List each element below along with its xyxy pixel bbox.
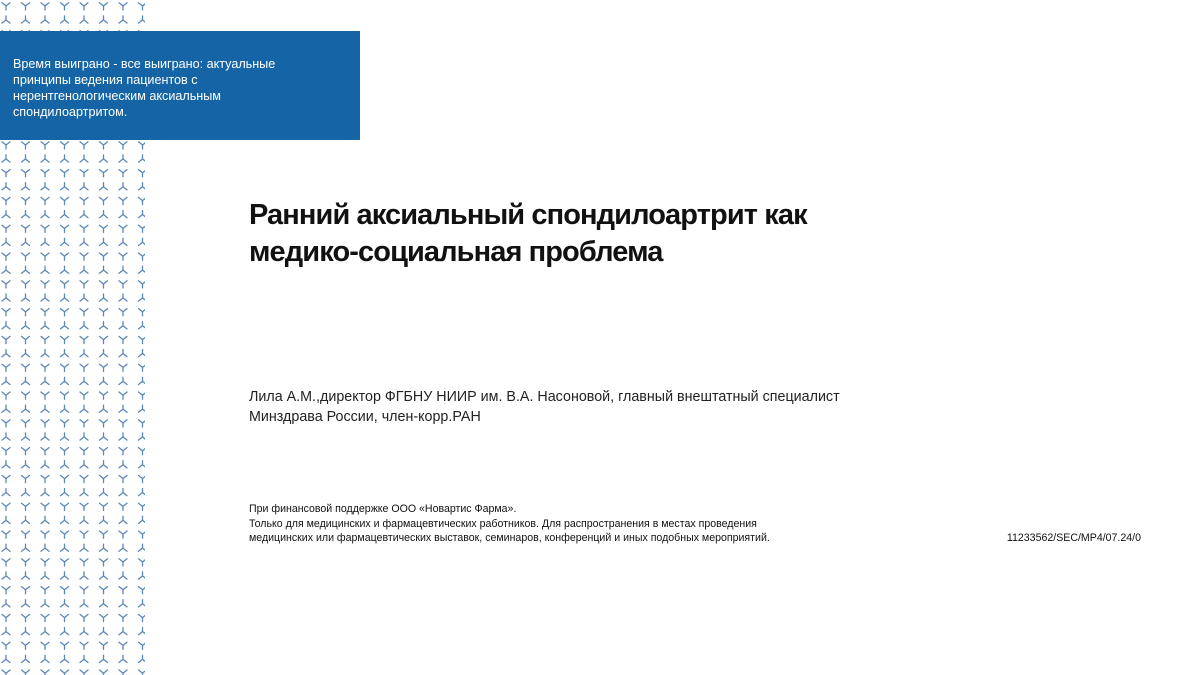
author-line-1: Лила А.М.,директор ФГБНУ НИИР им. В.А. Насоновой, главный внештатный специалист xyxy=(249,389,840,405)
disclaimer-line-2: Только для медицинских и фармацевтических работников. Для распространения в местах проведения xyxy=(249,517,757,530)
title-line-2: медико-социальная проблема xyxy=(249,236,663,268)
author-info xyxy=(249,387,949,427)
author-line-2: Минздрава России, член-корр.РАН xyxy=(249,409,481,425)
title-line-1: Ранний аксиальный спондилоартрит как xyxy=(249,199,807,231)
disclaimer-line-1: При финансовой поддержке ООО «Новартис Фарма». xyxy=(249,503,517,515)
disclaimer xyxy=(249,502,889,546)
disclaimer-line-3: медицинских или фармацевтических выставок, семинаров, конференций и иных подобных мероприятий. xyxy=(249,532,770,544)
header-banner xyxy=(0,31,360,140)
slide-title xyxy=(249,197,1009,271)
banner-text: Время выиграно - все выиграно: актуальные принципы ведения пациентов с нерентгенологическим аксиальным спондилоартритом. xyxy=(13,57,276,119)
document-code: 11233562/SEC/MP4/07.24/0 xyxy=(1006,532,1141,544)
